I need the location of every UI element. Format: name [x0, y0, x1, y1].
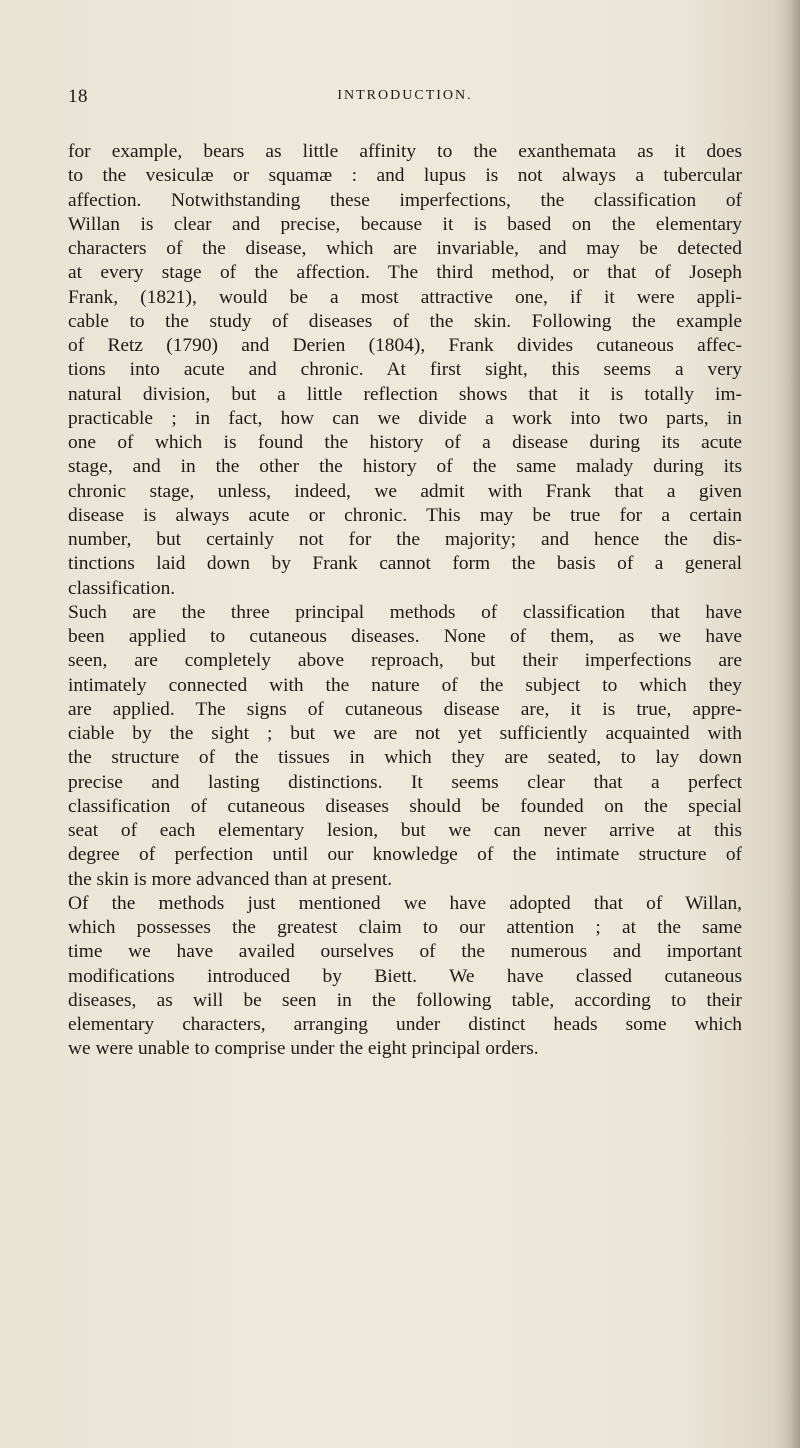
text-line: classification.	[68, 577, 176, 599]
text-line: the structure of the tissues in which they are seated, to lay down	[68, 747, 742, 769]
text-line: seat of each elementary lesion, but we can never arrive at this	[68, 820, 742, 841]
text-line: cable to the study of diseases of the skin. Following the example	[68, 310, 742, 332]
text-line: tinctions laid down by Frank cannot form the basis of a general	[68, 553, 742, 575]
text-line: natural division, but a little reflection shows that it is totally im-	[68, 383, 742, 405]
text-line: the skin is more advanced than at present.	[68, 868, 393, 890]
text-line: disease is always acute or chronic. This may be true for a certain	[68, 504, 742, 526]
text-line: we were unable to comprise under the eight principal orders.	[68, 1038, 539, 1060]
text-line: Of the methods just mentioned we have adopted that of Willan,	[68, 892, 742, 914]
text-line: tions into acute and chronic. At first sight, this seems a very	[68, 359, 742, 381]
text-line: intimately connected with the nature of the subject to which they	[68, 674, 742, 696]
text-line: Willan is clear and precise, because it is based on the elementary	[68, 213, 742, 235]
text-line: affection. Notwithstanding these imperfections, the classification of	[68, 189, 742, 211]
text-line: ciable by the sight ; but we are not yet sufficiently acquainted with	[68, 723, 742, 744]
text-line: diseases, as will be seen in the following table, according to their	[68, 989, 742, 1011]
text-line: for example, bears as little affinity to the exanthemata as it does	[68, 141, 742, 162]
text-line: seen, are completely above reproach, but their imperfections are	[68, 650, 742, 672]
text-line: one of which is found the history of a disease during its acute	[68, 432, 742, 453]
page-edge-shadow	[774, 0, 800, 1448]
text-line: at every stage of the affection. The third method, or that of Joseph	[68, 262, 742, 284]
text-line: number, but certainly not for the majority; and hence the dis-	[68, 529, 742, 550]
running-head	[68, 86, 742, 110]
text-line: which possesses the greatest claim to our attention ; at the same	[68, 917, 742, 938]
page-number: 18	[68, 86, 88, 107]
text-line: are applied. The signs of cutaneous disease are, it is true, appre-	[68, 698, 742, 720]
text-line: to the vesiculæ or squamæ : and lupus is not always a tubercular	[68, 165, 742, 187]
body-text	[68, 140, 742, 1062]
text-line: precise and lasting distinctions. It seems clear that a perfect	[68, 771, 742, 793]
text-line: of Retz (1790) and Derien (1804), Frank divides cutaneous affec-	[68, 335, 742, 356]
text-line: characters of the disease, which are invariable, and may be detected	[68, 238, 742, 259]
text-line: practicable ; in fact, how can we divide a work into two parts, in	[68, 407, 742, 429]
text-line: chronic stage, unless, indeed, we admit with Frank that a given	[68, 480, 742, 502]
text-line: Such are the three principal methods of classification that have	[68, 601, 742, 623]
text-line: stage, and in the other the history of the same malady during its	[68, 456, 742, 478]
text-line: been applied to cutaneous diseases. None of them, as we have	[68, 626, 742, 647]
text-line: elementary characters, arranging under distinct heads some which	[68, 1014, 742, 1035]
text-line: degree of perfection until our knowledge of the intimate structure of	[68, 844, 742, 866]
text-line: modifications introduced by Biett. We have classed cutaneous	[68, 965, 742, 987]
text-line: Frank, (1821), would be a most attractive one, if it were appli-	[68, 286, 742, 308]
text-line: time we have availed ourselves of the numerous and important	[68, 941, 742, 963]
running-title: INTRODUCTION.	[337, 88, 473, 103]
text-line: classification of cutaneous diseases should be founded on the special	[68, 795, 742, 817]
